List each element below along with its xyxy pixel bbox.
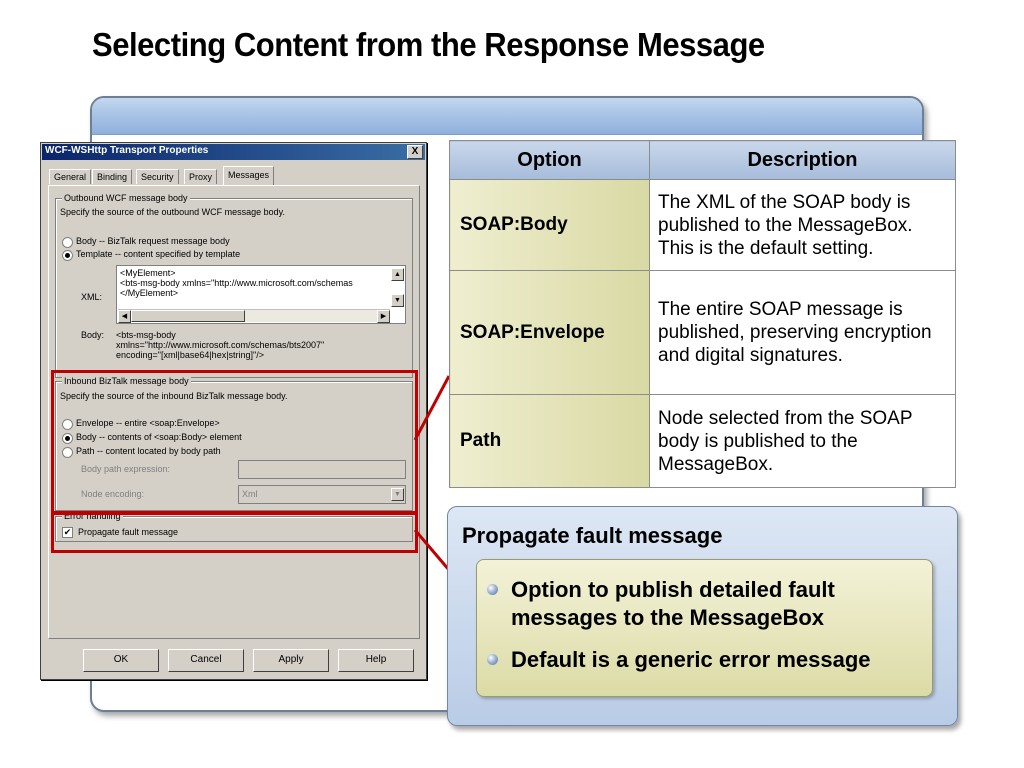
node-encoding-value: Xml — [242, 489, 258, 499]
table-row — [450, 395, 956, 488]
xml-label: XML: — [81, 292, 103, 302]
outbound-template-radio[interactable] — [62, 250, 73, 261]
close-button[interactable]: X — [407, 145, 423, 159]
scroll-up-arrow-icon[interactable]: ▲ — [391, 268, 404, 281]
slide-title: Selecting Content from the Response Message — [92, 26, 765, 63]
help-button[interactable]: Help — [338, 649, 414, 672]
node-encoding-label: Node encoding: — [81, 489, 145, 499]
body-preview — [116, 330, 324, 360]
description-cell: Node selected from the SOAP body is published to the MessageBox. — [650, 395, 956, 488]
option-column-header: Option — [450, 141, 650, 180]
tab-security[interactable]: Security — [136, 169, 179, 184]
scroll-right-arrow-icon[interactable]: ▶ — [377, 310, 390, 323]
body-preview-line: <bts-msg-body — [116, 330, 176, 340]
bullet-text: Default is a generic error message — [511, 647, 871, 672]
error-handling-title: Error handling — [64, 511, 121, 521]
dialog-title: WCF-WSHttp Transport Properties — [45, 145, 209, 156]
tab-proxy[interactable]: Proxy — [184, 169, 217, 184]
option-cell: Path — [450, 395, 650, 488]
xml-line: <MyElement> — [120, 268, 176, 278]
options-table — [449, 140, 956, 488]
fault-message-panel — [447, 506, 958, 726]
bullet-icon — [487, 654, 498, 665]
description-cell: The entire SOAP message is published, preserving encryption and digital signatures. — [650, 271, 956, 395]
apply-button[interactable]: Apply — [253, 649, 329, 672]
scroll-thumb[interactable] — [131, 310, 245, 322]
chevron-down-icon[interactable]: ▼ — [391, 488, 404, 501]
tab-binding[interactable]: Binding — [92, 169, 132, 184]
table-row — [450, 180, 956, 271]
outbound-group — [55, 193, 413, 378]
inbound-path-radio-label: Path -- content located by body path — [76, 446, 221, 456]
outbound-body-radio[interactable] — [62, 237, 73, 248]
description-column-header: Description — [650, 141, 956, 180]
inbound-envelope-radio-label: Envelope -- entire <soap:Envelope> — [76, 418, 220, 428]
inbound-body-radio-label: Body -- contents of <soap:Body> element — [76, 432, 242, 442]
xml-template-editor[interactable] — [116, 265, 406, 324]
inbound-highlight-box — [51, 370, 418, 515]
tab-messages[interactable]: Messages — [223, 166, 274, 185]
fault-panel-bullets — [476, 559, 933, 697]
tab-general[interactable]: General — [49, 169, 91, 184]
propagate-fault-label: Propagate fault message — [78, 527, 179, 537]
table-row — [450, 271, 956, 395]
fault-panel-title: Propagate fault message — [462, 523, 723, 548]
body-preview-line: xmlns="http://www.microsoft.com/schemas/bts2007" — [116, 340, 325, 350]
inbound-group-title: Inbound BizTalk message body — [64, 376, 189, 386]
body-preview-line: encoding="[xml|base64|hex|string]"/> — [116, 350, 264, 360]
outbound-group-title: Outbound WCF message body — [64, 193, 188, 203]
scroll-left-arrow-icon[interactable]: ◀ — [118, 310, 131, 323]
outbound-description: Specify the source of the outbound WCF message body. — [60, 207, 285, 217]
body-path-expression-label: Body path expression: — [81, 464, 171, 474]
scroll-down-arrow-icon[interactable]: ▼ — [391, 294, 404, 307]
outbound-template-radio-label: Template -- content specified by template — [76, 249, 241, 259]
xml-line: </MyElement> — [120, 288, 179, 298]
bullet-text: Option to publish detailed fault messages to the MessageBox — [511, 577, 835, 630]
option-cell: SOAP:Envelope — [450, 271, 650, 395]
dialog-title-bar[interactable] — [42, 144, 425, 160]
ok-button[interactable]: OK — [83, 649, 159, 672]
background-header-band — [92, 98, 922, 135]
xml-line: <bts-msg-body xmlns="http://www.microsoft.com/schemas — [120, 278, 353, 288]
outbound-body-radio-label: Body -- BizTalk request message body — [76, 236, 230, 246]
horizontal-scrollbar[interactable] — [118, 309, 390, 322]
body-label: Body: — [81, 330, 105, 340]
bullet-icon — [487, 584, 498, 595]
error-handling-highlight-box — [51, 511, 418, 553]
cancel-button[interactable]: Cancel — [168, 649, 244, 672]
inbound-description: Specify the source of the inbound BizTalk message body. — [60, 391, 288, 401]
description-cell: The XML of the SOAP body is published to the MessageBox. This is the default setting. — [650, 180, 956, 271]
option-cell: SOAP:Body — [450, 180, 650, 271]
propagate-fault-checkbox[interactable]: ✔ — [63, 527, 72, 537]
